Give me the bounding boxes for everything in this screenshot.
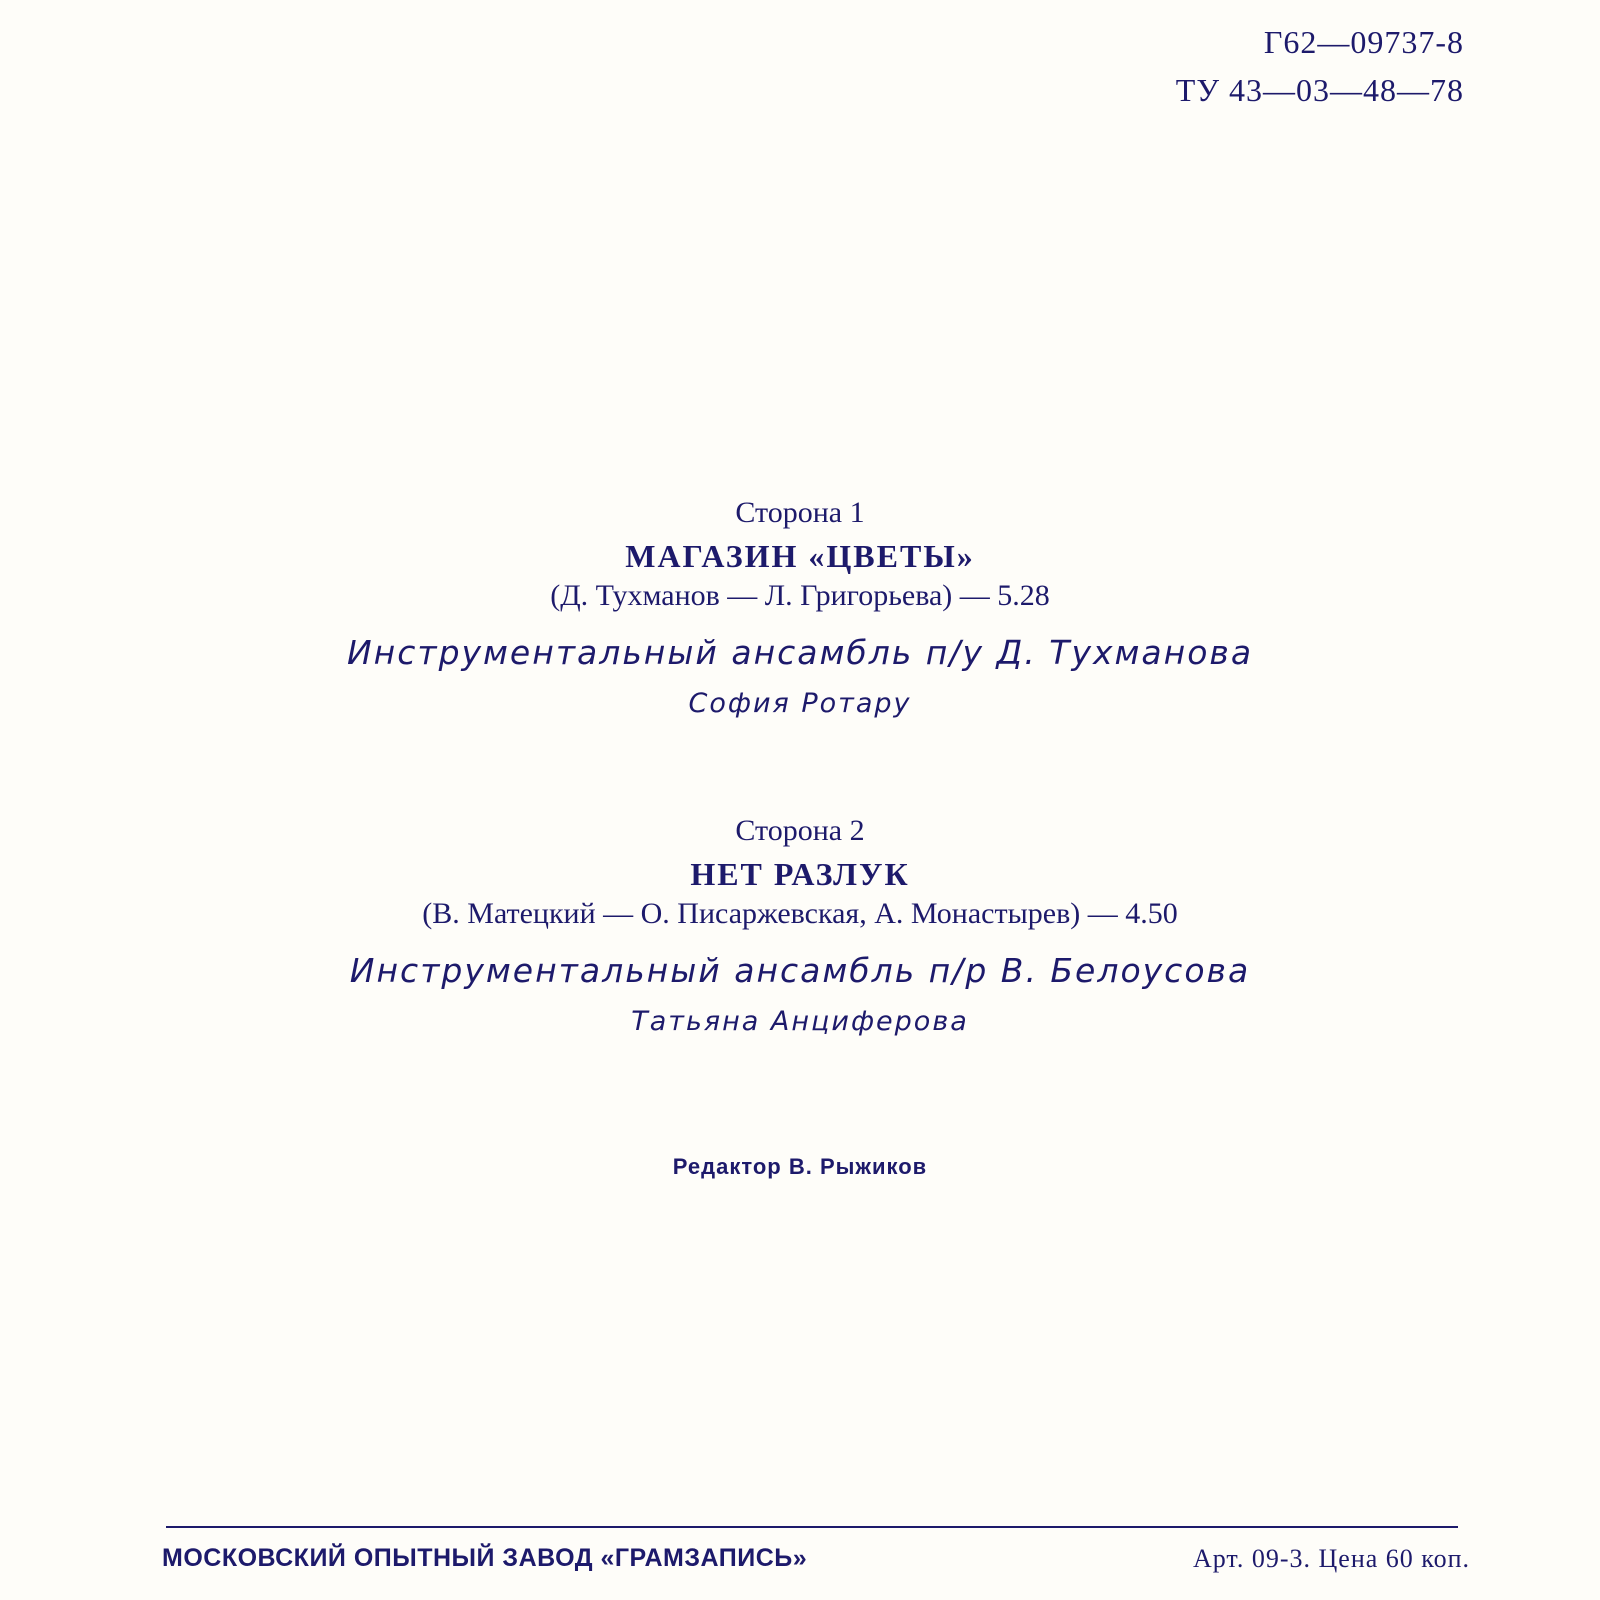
side-2-song-title: НЕТ РАЗЛУК [690, 856, 910, 892]
side-1-ensemble: Инструментальный ансамбль п/у Д. Тухманова [346, 633, 1254, 672]
side-1-credits: (Д. Тухманов — Л. Григорьева) — 5.28 [550, 579, 1050, 612]
side-2-credits: (В. Матецкий — О. Писаржевская, А. Монастырев) — 4.50 [422, 897, 1178, 930]
side-2-performer: Татьяна Анциферова [631, 1006, 969, 1037]
side-1-song-title: МАГАЗИН «ЦВЕТЫ» [625, 538, 975, 574]
side-1-performer: София Ротару [688, 688, 912, 719]
side-1-block [0, 496, 1600, 719]
catalog-codes [1176, 26, 1464, 122]
side-2-block [0, 814, 1600, 1037]
editor-credit: Редактор В. Рыжиков [672, 1154, 928, 1179]
technical-spec-code: ТУ 43—03—48—78 [1175, 72, 1464, 108]
factory-name: МОСКОВСКИЙ ОПЫТНЫЙ ЗАВОД «ГРАМЗАПИСЬ» [162, 1544, 808, 1572]
side-2-heading: Сторона 2 [735, 814, 865, 847]
price-label: Арт. 09-3. Цена 60 коп. [1193, 1544, 1470, 1573]
side-1-heading: Сторона 1 [735, 496, 865, 529]
side-2-ensemble: Инструментальный ансамбль п/р В. Белоусова [349, 951, 1251, 990]
footer-divider [166, 1526, 1458, 1528]
catalog-number: Г62—09737-8 [1263, 24, 1464, 60]
